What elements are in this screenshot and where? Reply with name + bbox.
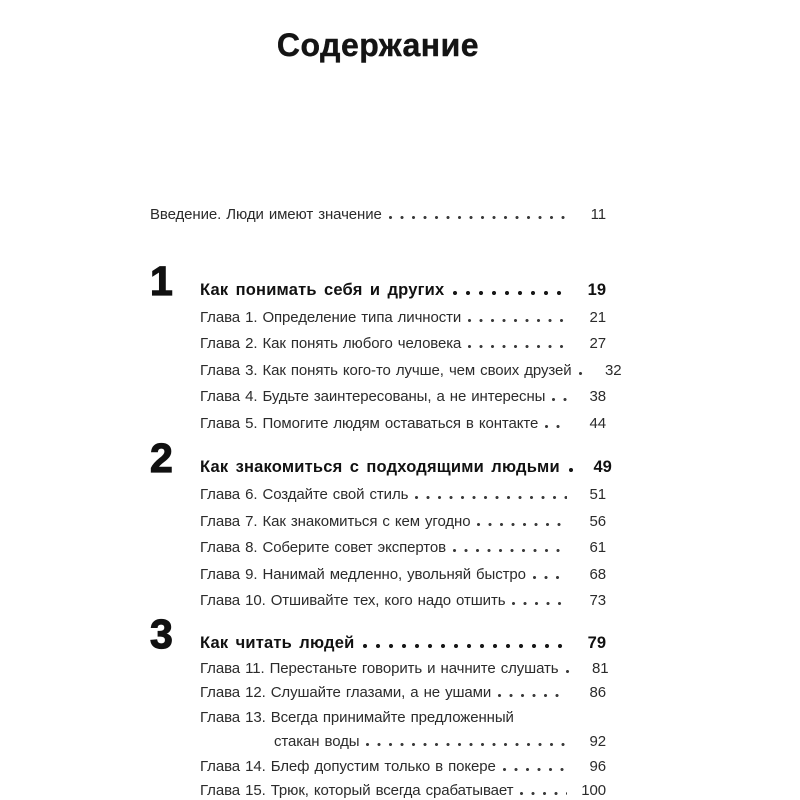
section-chapter-list <box>200 657 609 800</box>
dot-leader <box>498 694 567 697</box>
page-number: 49 <box>593 458 612 476</box>
section-number: 1 <box>150 257 173 304</box>
toc-chapter-entry-wrapped-line1 <box>200 706 606 731</box>
page-number: 96 <box>589 757 606 775</box>
dot-leader <box>366 743 567 746</box>
page-number: 11 <box>590 206 606 223</box>
toc-entry-label: Глава 10. Отшивайте тех, кого надо отшить <box>200 592 506 609</box>
section-header <box>150 610 606 657</box>
toc-entry-label: Глава 13. Всегда принимайте предложенный <box>200 708 514 726</box>
page-number: 38 <box>589 388 606 405</box>
dot-leader <box>512 602 567 605</box>
dot-leader <box>468 345 567 348</box>
page-number: 19 <box>587 280 606 299</box>
page-number: 68 <box>589 565 606 583</box>
dot-leader <box>579 372 583 375</box>
toc-entry-continuation-label: стакан воды <box>274 733 360 750</box>
toc-page <box>150 25 622 800</box>
toc-chapter-entry <box>200 305 606 332</box>
toc-entry-label: Глава 12. Слушайте глазами, а не ушами <box>200 684 492 701</box>
toc-chapter-entry <box>200 358 622 385</box>
toc-entry-label: Глава 14. Блеф допустим только в покере <box>200 757 496 775</box>
toc-chapter-entry <box>200 535 606 562</box>
toc-intro-entry <box>150 202 606 229</box>
toc-chapter-entry <box>200 482 606 509</box>
toc-entry-label: Глава 3. Как понять кого-то лучше, чем своих друзей <box>200 361 572 379</box>
toc-entry-label: Глава 5. Помогите людям оставаться в контакте <box>200 414 539 432</box>
toc-chapter-entry <box>200 509 606 536</box>
toc-entry-label: Глава 8. Соберите совет экспертов <box>200 539 447 556</box>
toc-chapter-entry <box>200 588 606 615</box>
dot-leader <box>453 549 567 552</box>
dot-leader <box>545 425 567 428</box>
toc-entry-label: Глава 15. Трюк, который всегда срабатывает <box>200 782 514 799</box>
section-title: Как понимать себя и других <box>200 280 445 299</box>
toc-entry-label: Глава 4. Будьте заинтересованы, а не интересны <box>200 388 546 405</box>
dot-leader <box>569 468 573 472</box>
dot-leader <box>415 496 567 499</box>
page-number: 51 <box>589 486 606 503</box>
section-title: Как читать людей <box>200 633 355 652</box>
toc-entry-label: Глава 6. Создайте свой стиль <box>200 486 409 503</box>
toc-chapter-entry <box>200 681 606 706</box>
page-number: 73 <box>589 592 606 609</box>
toc-chapter-entry <box>200 657 609 682</box>
section-chapter-list <box>200 482 606 615</box>
dot-leader <box>533 576 567 579</box>
dot-leader <box>389 216 567 219</box>
table-of-contents <box>150 202 622 800</box>
page-number: 56 <box>589 512 606 530</box>
section-header <box>150 257 606 304</box>
page-number: 61 <box>589 539 606 556</box>
toc-chapter-entry-wrapped-line2 <box>200 730 606 755</box>
page-number: 81 <box>592 659 609 677</box>
dot-leader <box>552 398 567 401</box>
page-number: 27 <box>589 335 606 352</box>
page-number: 32 <box>605 361 622 379</box>
toc-chapter-entry <box>200 755 606 780</box>
toc-entry-label: Глава 7. Как знакомиться с кем угодно <box>200 512 471 530</box>
page-number: 100 <box>581 782 606 799</box>
page-title: Содержание <box>276 27 480 63</box>
toc-entry-label: Глава 2. Как понять любого человека <box>200 335 462 352</box>
toc-entry-label: Введение. Люди имеют значение <box>150 206 382 223</box>
dot-leader <box>503 768 567 771</box>
dot-leader <box>363 644 567 648</box>
page-number: 79 <box>587 633 606 652</box>
section-header <box>150 435 612 481</box>
toc-entry-label: Глава 1. Определение типа личности <box>200 308 462 326</box>
dot-leader <box>468 319 567 322</box>
toc-chapter-entry <box>200 411 606 438</box>
section-chapter-list <box>200 305 622 438</box>
page-number: 21 <box>589 308 606 326</box>
section-number: 3 <box>150 610 173 657</box>
toc-entry-label: Глава 11. Перестаньте говорить и начните слушать <box>200 659 559 677</box>
section-number: 2 <box>150 435 173 481</box>
toc-chapter-entry <box>200 562 606 589</box>
toc-entry-label: Глава 9. Нанимай медленно, увольняй быстро <box>200 565 526 583</box>
page-number: 86 <box>589 684 606 701</box>
section-title: Как знакомиться с подходящими людьми <box>200 458 560 476</box>
page-number: 44 <box>589 414 606 432</box>
dot-leader <box>477 523 567 526</box>
dot-leader <box>520 792 567 795</box>
page-number: 92 <box>589 733 606 750</box>
toc-chapter-entry <box>200 384 606 411</box>
dot-leader <box>566 670 570 673</box>
dot-leader <box>453 291 567 295</box>
toc-chapter-entry <box>200 331 606 358</box>
toc-chapter-entry <box>200 779 606 800</box>
